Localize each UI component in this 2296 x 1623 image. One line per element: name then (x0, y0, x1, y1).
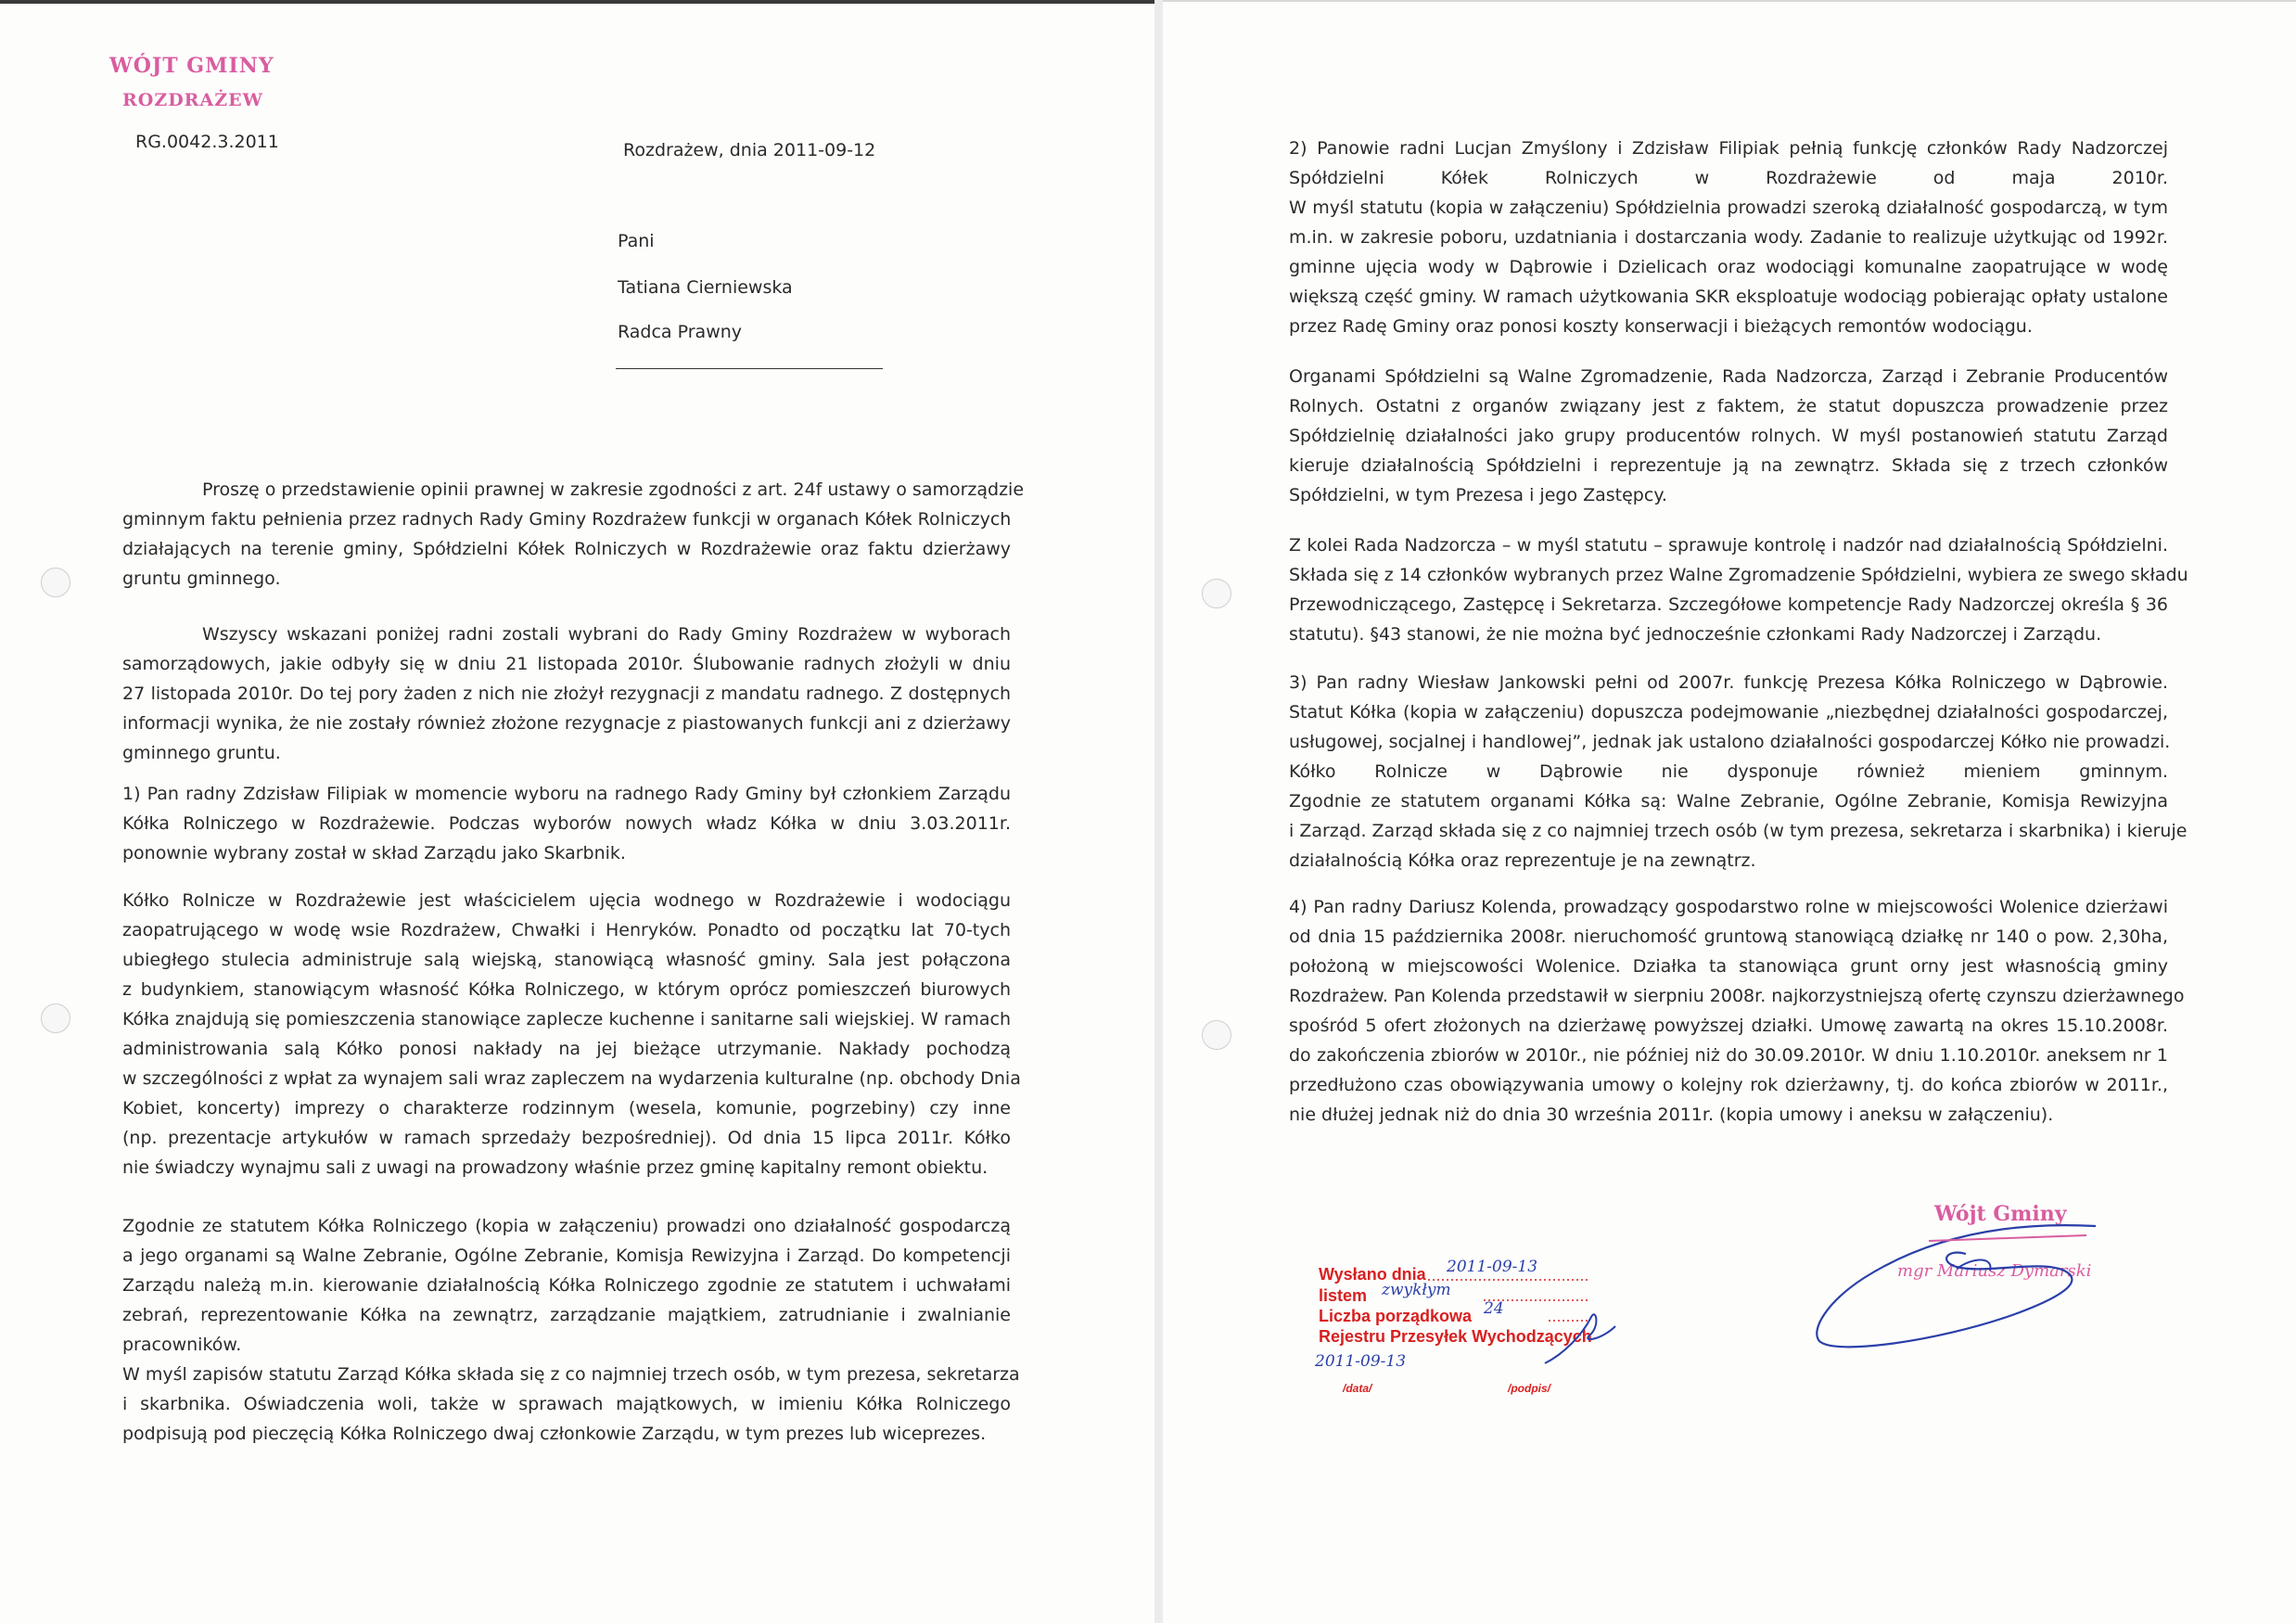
registry-hand-date: 2011-09-13 (1315, 1352, 1407, 1371)
paragraph-line: a jego organami są Walne Zebranie, Ogólne Zebranie, Komisja Rewizyjna i Zarząd. Do kompetencji (122, 1246, 1011, 1266)
paragraph-point-1 (122, 779, 1011, 868)
punch-hole (1202, 579, 1231, 608)
paragraph-line: Rolnych. Ostatni z organów związany jest z faktem, że statut dopuszcza prowadzenie przez (1289, 396, 2168, 416)
addressee-underline (616, 368, 883, 369)
paragraph-line: nie świadczy wynajmu sali z uwagi na prowadzony właśnie przez gminę kapitalny remont obiektu. (122, 1157, 989, 1178)
paragraph-line: Kółko Rolnicze w Dąbrowie nie dysponuje również mieniem gminnym. (1289, 761, 2168, 782)
paragraph-line: gminne ujęcia wody w Dąbrowie i Dzielicach oraz wodociągi komunalne zaopatrujące w wodę (1289, 257, 2168, 277)
paragraph-point-2 (1289, 134, 2168, 341)
paragraph-line: samorządowych, jakie odbyły się w dniu 21 listopada 2010r. Ślubowanie radnych złożyli w dniu (122, 654, 1011, 674)
addressee-title: Radca Prawny (618, 322, 743, 342)
paragraph-line: od dnia 15 października 2008r. nieruchomość gruntową stanowiącą działkę nr 140 o pow. 2,30ha, (1289, 927, 2168, 947)
paragraph-line: Spółdzielnię działalności jako grupy producentów rolnych. W myśl postanowień statutu Zarząd (1289, 426, 2168, 446)
paragraph-line: położoną w miejscowości Wolenice. Działka ta stanowiąca grunt orny jest własnością gminy (1289, 956, 2168, 977)
paragraph-line: usługowej, socjalnej i handlowej”, jednak jak ustalono działalności gospodarczej Kółko nie prowadzi. (1289, 732, 2171, 752)
paragraph-line: działalnością Kółka oraz reprezentuje je na zewnątrz. (1289, 850, 1756, 871)
reference-number: RG.0042.3.2011 (135, 132, 279, 152)
paragraph-line: zaopatrującego w wodę wsie Rozdrażew, Chwałki i Henryków. Ponadto od początku lat 70-tych (122, 920, 1011, 940)
page-gutter (1154, 0, 1163, 1623)
paragraph-line: zebrań, reprezentowanie Kółka na zewnątrz, zarządzanie majątkiem, zatrudnianie i zwalnianie (122, 1305, 1011, 1325)
office-stamp-line1: WÓJT GMINY (109, 54, 274, 78)
paragraph-line: (np. prezentacje artykułów w ramach sprzedaży bezpośredniej). Od dnia 15 lipca 2011r. Kółko (122, 1128, 1011, 1148)
paragraph-line: Wszyscy wskazani poniżej radni zostali wybrani do Rady Gminy Rozdrażew w wyborach (202, 624, 1011, 645)
paragraph-line: Spółdzielni Kółek Rolniczych w Rozdrażewie od maja 2010r. (1289, 168, 2168, 188)
paragraph-line: podpisują pod pieczęcią Kółka Rolniczego dwaj członkowie Zarządu, w tym prezes lub wiceprezes. (122, 1424, 987, 1444)
paragraph-line: statutu). §43 stanowi, że nie można być jednocześnie członkami Rady Nadzorczej i Zarządu. (1289, 624, 2102, 645)
paragraph-line: Kobiet, koncerty) imprezy o charakterze rodzinnym (wesela, komunie, pogrzebiny) czy inne (122, 1098, 1011, 1118)
punch-hole (41, 568, 70, 597)
paragraph-councillors (122, 620, 1011, 768)
paragraph-line: w szczególności z wpłat za wynajem sali wraz zapleczem na wydarzenia kulturalne (np. obchody Dnia (122, 1068, 1021, 1089)
paragraph-line: Rozdrażew. Pan Kolenda przedstawił w sierpniu 2008r. najkorzystniejszą ofertę czynszu dzierżawnego (1289, 986, 2185, 1006)
punch-hole (41, 1003, 70, 1033)
registry-sent-label: Wysłano dnia (1319, 1265, 1426, 1284)
paragraph-cooperative-organs (1289, 362, 2168, 510)
paragraph-line: W myśl statutu (kopia w załączeniu) Spółdzielnia prowadzi szeroką działalność gospodarczą, w tym (1289, 198, 2168, 218)
paragraph-line: 3) Pan radny Wiesław Jankowski pełni od 2007r. funkcję Prezesa Kółka Rolniczego w Dąbrowie. (1289, 672, 2168, 693)
paragraph-line: gminnym faktu pełnienia przez radnych Rady Gminy Rozdrażew funkcji w organach Kółek Rolniczych (122, 509, 1012, 530)
paragraph-line: m.in. w zakresie poboru, uzdatniania i dostarczania wody. Zadanie to realizuje użytkując od 1992r. (1289, 227, 2168, 248)
paragraph-line: z budynkiem, stanowiącym własność Kółka Rolniczego, w którym oprócz pomieszczeń biurowych (122, 979, 1011, 1000)
paragraph-line: przez Radę Gminy oraz ponosi koszty konserwacji i bieżących remontów wodociągu. (1289, 316, 2033, 337)
paragraph-line: 1) Pan radny Zdzisław Filipiak w momencie wyboru na radnego Rady Gminy był członkiem Zarządu (122, 784, 1011, 804)
paragraph-line: ponownie wybrany został w skład Zarządu jako Skarbnik. (122, 843, 626, 863)
paragraph-line: Z kolei Rada Nadzorcza – w myśl statutu – sprawuje kontrolę i nadzór nad działalnością Spółdzielni. (1289, 535, 2168, 556)
paragraph-line: Proszę o przedstawienie opinii prawnej w zakresie zgodności z art. 24f ustawy o samorządzie (202, 479, 1025, 500)
scan-edge-left (0, 0, 1154, 4)
paragraph-line: Zgodnie ze statutem organami Kółka są: Walne Zebranie, Ogólne Zebranie, Komisja Rewizyjna (1289, 791, 2168, 812)
registry-date-caption: /data/ (1343, 1382, 1372, 1395)
registry-register-label: Rejestru Przesyłek Wychodzących (1319, 1327, 1592, 1346)
paragraph-line: Spółdzielni, w tym Prezesa i jego Zastępcy. (1289, 485, 1667, 505)
paragraph-line: Kółko Rolnicze w Rozdrażewie jest właścicielem ujęcia wodnego w Rozdrażewie i wodociągu (122, 890, 1011, 911)
paragraph-line: Kółka Rolniczego w Rozdrażewie. Podczas wyborów nowych władz Kółka w dniu 3.03.2011r. (122, 813, 1011, 834)
paragraph-line: ubiegłego stulecia administruje salą wiejską, stanowiącą własność gminy. Sala jest połączona (122, 950, 1011, 970)
paragraph-line: do zakończenia zbiorów w 2010r., nie później niż do 30.09.2010r. W dniu 1.10.2010r. aneksem nr 1 (1289, 1045, 2168, 1066)
place-date: Rozdrażew, dnia 2011-09-12 (623, 140, 876, 160)
paragraph-line: W myśl zapisów statutu Zarząd Kółka składa się z co najmniej trzech osób, w tym prezesa, sekretarza (122, 1364, 1020, 1385)
paragraph-line: gminnego gruntu. (122, 743, 281, 763)
registry-letter-label: listem (1319, 1286, 1368, 1305)
paragraph-request (122, 475, 1025, 594)
paragraph-point-4 (1289, 892, 2185, 1130)
paragraph-line: działających na terenie gminy, Spółdzielni Kółek Rolniczych w Rozdrażewie oraz faktu dzierżawy (122, 539, 1011, 559)
paragraph-line: 2) Panowie radni Lucjan Zmyślony i Zdzisław Filipiak pełnią funkcję członków Rady Nadzorczej (1289, 138, 2168, 159)
registry-signature-scribble (1536, 1298, 1619, 1373)
addressee-name: Tatiana Cierniewska (618, 277, 793, 298)
registry-sign-caption: /podpis/ (1508, 1382, 1550, 1395)
paragraph-line: administrowania salą Kółko ponosi nakłady na jej bieżące utrzymanie. Nakłady pochodzą (122, 1039, 1011, 1059)
paragraph-line: Składa się z 14 członków wybranych przez Walne Zgromadzenie Spółdzielni, wybiera ze swego składu (1289, 565, 2188, 585)
punch-hole (1202, 1020, 1231, 1050)
registry-letter-value: zwykłym (1382, 1281, 1451, 1299)
paragraph-line: Kółka znajdują się pomieszczenia stanowiące zaplecze kuchenne i sanitarne sali wiejskiej. W ramach (122, 1009, 1011, 1029)
registry-number-value: 24 (1484, 1299, 1504, 1318)
signature-title: Wójt Gminy (1934, 1202, 2067, 1226)
paragraph-line: nie dłużej jednak niż do dnia 30 września 2011r. (kopia umowy i aneksu w załączeniu). (1289, 1105, 2054, 1125)
paragraph-line: pracowników. (122, 1335, 242, 1355)
paragraph-point-3 (1289, 668, 2188, 875)
paragraph-line: 27 listopada 2010r. Do tej pory żaden z nich nie złożył rezygnacji z mandatu radnego. Z dostępnych (122, 684, 1011, 704)
paragraph-supervisory-board (1289, 530, 2188, 649)
paragraph-line: spośród 5 ofert złożonych na dzierżawę powyższej działki. Umowę zawartą na okres 15.10.2008r. (1289, 1016, 2168, 1036)
paragraph-line: Przewodniczącego, Zastępcę i Sekretarza. Szczegółowe kompetencje Rady Nadzorczej określa § 36 (1289, 594, 2168, 615)
registry-number-label: Liczba porządkowa (1319, 1307, 1473, 1325)
paragraph-line: gruntu gminnego. (122, 569, 281, 589)
paragraph-line: Zarządu należą m.in. kierowanie działalnością Kółka Rolniczego zgodnie ze statutem i uchwałami (122, 1275, 1011, 1296)
paragraph-line: kieruje działalnością Spółdzielni i reprezentuje ją na zewnątrz. Składa się z trzech członków (1289, 455, 2168, 476)
paragraph-line: Organami Spółdzielni są Walne Zgromadzenie, Rada Nadzorcza, Zarząd i Zebranie Producentów (1289, 366, 2168, 387)
signature-name: mgr Mariusz Dymarski (1897, 1261, 2092, 1281)
paragraph-line: informacji wynika, że nie zostały również złożone rezygnacje z piastowanych funkcji ani z dzierżawy (122, 713, 1011, 734)
office-stamp-line2: ROZDRAŻEW (122, 90, 263, 110)
paragraph-statute (122, 1211, 1020, 1449)
paragraph-line: Statut Kółka (kopia w załączeniu) dopuszcza podejmowanie „niezbędnej działalności gospodarczej, (1289, 702, 2168, 722)
addressee-salutation: Pani (618, 231, 655, 251)
paragraph-line: Zgodnie ze statutem Kółka Rolniczego (kopia w załączeniu) prowadzi ono działalność gospodarczą (122, 1216, 1011, 1236)
paragraph-line: i skarbnika. Oświadczenia woli, także w sprawach majątkowych, w imieniu Kółka Rolniczego (122, 1394, 1011, 1414)
paragraph-line: większą część gminy. W ramach użytkowania SKR eksploatuje wodociąg pobierając opłaty ustalone (1289, 287, 2168, 307)
paragraph-line: i Zarząd. Zarząd składa się z co najmniej trzech osób (w tym prezesa, sekretarza i skarbnika) i kieruje (1289, 821, 2188, 841)
paragraph-line: przedłużono czas obowiązywania umowy o kolejny rok dzierżawny, tj. do końca zbiorów w 2011r., (1289, 1075, 2168, 1095)
scan-edge-right (1163, 0, 2296, 2)
paragraph-line: 4) Pan radny Dariusz Kolenda, prowadzący gospodarstwo rolne w miejscowości Wolenice dzierżawi (1289, 897, 2168, 917)
registry-sent-date: 2011-09-13 (1447, 1258, 1538, 1276)
signature-scribble (1808, 1202, 2124, 1360)
paragraph-water-hall (122, 886, 1021, 1182)
